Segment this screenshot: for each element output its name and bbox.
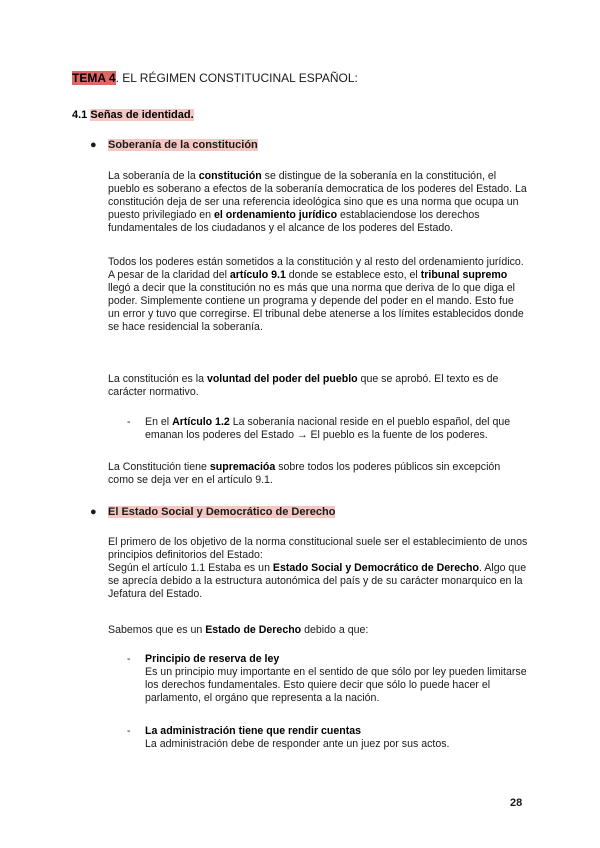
paragraph-2: Todos los poderes están sometidos a la constitución y al resto del ordenamiento jurídico. A pesar de la claridad del artículo 9.1 donde se establece esto, el tribunal supremo llegó a decir que la constitución no es más que una norma que deriva de lo que diga el poder. Simplemente contiene un programa y depende del poder en el mando. Esto fue un error y tuvo que corregirse. El tribunal debe atenerse a los límites establecidos donde se hace residencial la soberanía. bbox=[108, 256, 524, 333]
dash-item-text bbox=[145, 725, 530, 751]
paragraph-5: El primero de los objetivo de la norma constitucional suele ser el establecimiento de unos principios definitorios del Estado: Según el artículo 1.1 Estaba es un Estado Social y Democrático de Derecho. Algo que se aprecía debido a la estructura autonómica del país y de su carácter monarquico en la Jefatura del Estado. bbox=[108, 536, 528, 600]
dash-icon: - bbox=[127, 416, 131, 428]
page-number: 28 bbox=[510, 797, 523, 809]
dash-item-heading: La administración tiene que rendir cuentas bbox=[145, 725, 362, 737]
dash-icon: - bbox=[127, 653, 131, 665]
section-label: Señas de identidad. bbox=[90, 109, 194, 121]
dash-item-text bbox=[145, 653, 530, 705]
bullet-heading-soberania bbox=[90, 139, 258, 152]
page-title bbox=[72, 72, 358, 85]
bullet-heading-estado-social bbox=[90, 506, 335, 519]
tema-label: TEMA 4 bbox=[72, 71, 116, 85]
bullet-icon: ● bbox=[90, 139, 97, 151]
dash-item-body: La administración debe de responder ante un juez por sus actos. bbox=[145, 738, 450, 750]
bullet-icon: ● bbox=[90, 506, 97, 518]
paragraph-6: Sabemos que es un Estado de Derecho debido a que: bbox=[108, 624, 369, 636]
section-number: 4.1 bbox=[72, 109, 91, 121]
paragraph-4: La Constitución tiene supremacióa sobre todos los poderes públicos sin excepción como se deja ver en el artículo 9.1. bbox=[108, 461, 501, 486]
dash-item-heading: Principio de reserva de ley bbox=[145, 653, 280, 665]
paragraph-3: La constitución es la voluntad del poder del pueblo que se aprobó. El texto es de carácter normativo. bbox=[108, 373, 499, 398]
section-heading bbox=[72, 109, 194, 122]
paragraph-1: La soberanía de la constitución se distingue de la soberanía en la constitución, el pueblo es soberano a efectos de la soberanía democratica de los poderes del Estado. La constitución deja de ser una referencia ideológica sino que es una norma que ocupa un puesto privilegiado en el ordenamiento jurídico establaciendose los derechos fundamentales de los ciudadanos y el alcance de los poderes del Estado. bbox=[108, 170, 527, 234]
bullet-label: El Estado Social y Democrático de Derecho bbox=[108, 506, 336, 518]
title-text: . EL RÉGIMEN CONSTITUCINAL ESPAÑOL: bbox=[115, 71, 358, 85]
dash-item-body: Es un principio muy importante en el sentido de que sólo por ley pueden limitarse los derechos fundamentales. Esto quiere decir que sólo lo puede hacer el parlamento, el orgáno que representa a la nación. bbox=[145, 666, 527, 704]
dash-item-text: En el Artículo 1.2 La soberanía nacional reside en el pueblo español, del que emanan los poderes del Estado → El pueblo es la fuente de los poderes. bbox=[145, 416, 511, 441]
bullet-label: Soberanía de la constitución bbox=[108, 139, 258, 151]
dash-icon: - bbox=[127, 725, 131, 737]
